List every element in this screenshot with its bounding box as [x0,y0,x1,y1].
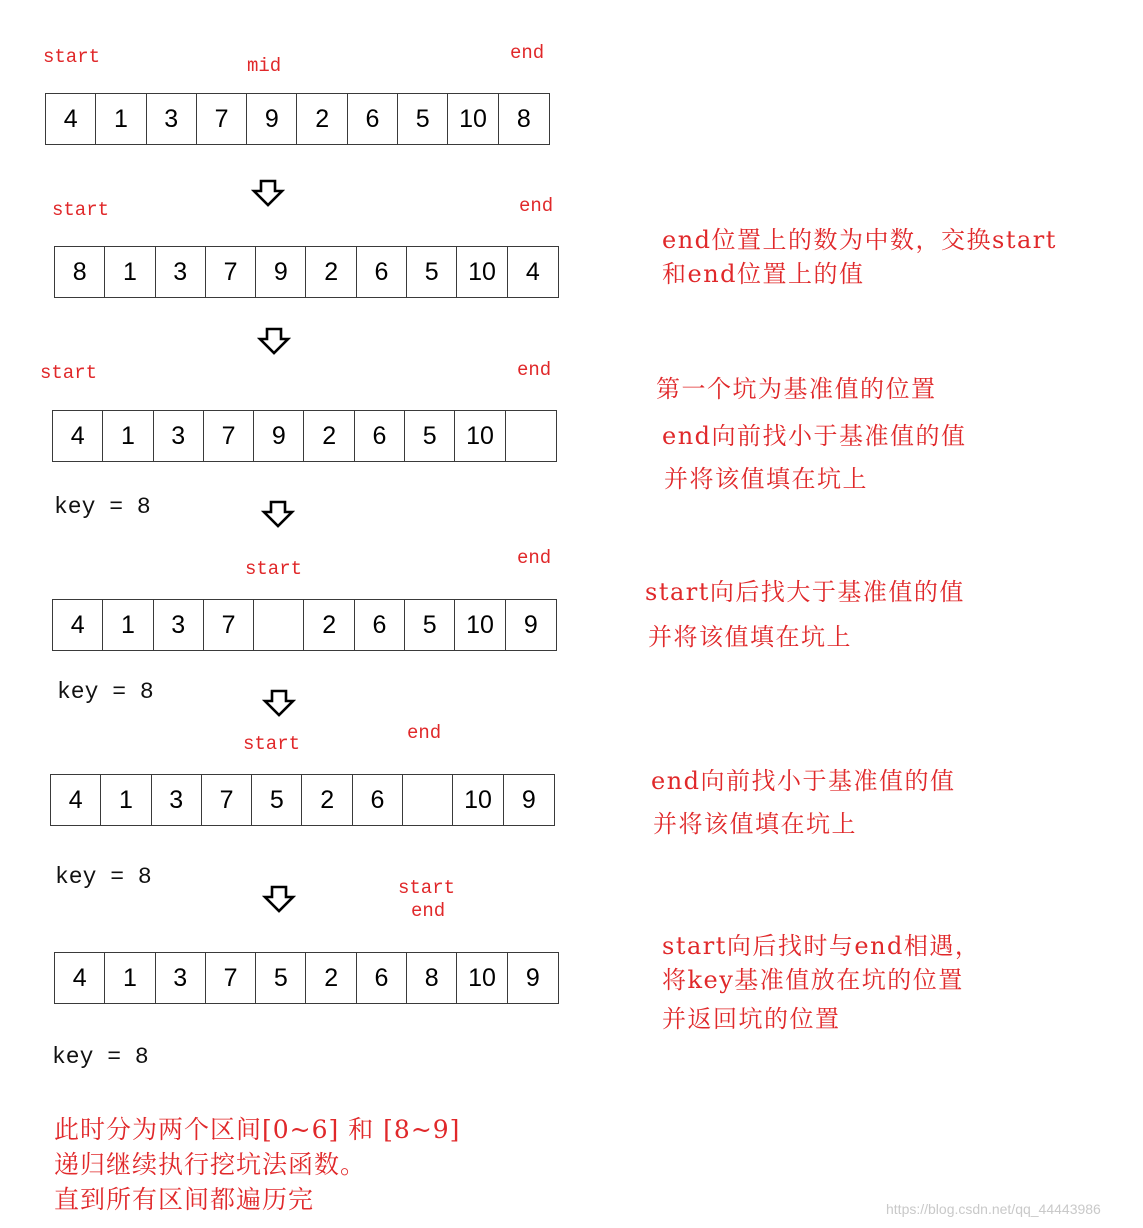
array-cell: 1 [103,411,153,461]
array-cell: 3 [147,94,197,144]
mid-pointer-label: mid [247,55,282,77]
array-cell: 5 [252,775,302,825]
step-note: 第一个坑为基准值的位置 [656,375,937,403]
end-pointer-label: end [407,722,442,744]
step-note: 并返回坑的位置 [662,1005,841,1033]
array-cell: 5 [405,600,455,650]
step-note: 并将该值填在坑上 [664,465,868,493]
array-row-5 [50,774,555,826]
down-arrow-icon [262,689,296,717]
array-cell: 9 [525,963,540,992]
end-pointer-label: end [517,359,552,381]
array-cell: 9 [254,411,304,461]
array-cell: 3 [154,600,204,650]
array-cell: 1 [103,600,153,650]
conclusion-line: 此时分为两个区间[0~6] 和 [8~9] [54,1115,461,1144]
array-cell: 6 [357,247,407,297]
array-cell: 10 [453,775,503,825]
array-cell: 7 [204,600,254,650]
array-cell: 9 [247,94,297,144]
array-cell: 2 [304,411,354,461]
array-cell: 2 [297,94,347,144]
array-row-1 [45,93,550,145]
start-pointer-label: start [40,362,98,384]
array-cell: 8 [407,953,457,1003]
start-pointer-label: start [243,733,301,755]
down-arrow-icon [261,500,295,528]
start-pointer-label: start [43,46,101,68]
array-cell: 10 [457,953,507,1003]
array-cell: 8 [55,247,105,297]
start-pointer-label: start [398,877,456,899]
array-cell: 5 [405,411,455,461]
empty-hole-cell [254,600,304,650]
array-cell: 10 [448,94,498,144]
array-cell: 2 [304,600,354,650]
array-cell: 3 [154,411,204,461]
array-cell: 9 [523,610,538,639]
array-cell: 1 [96,94,146,144]
array-cell: 3 [152,775,202,825]
array-cell: 10 [455,411,505,461]
array-cell: 2 [302,775,352,825]
array-cell: 7 [197,94,247,144]
key-value-line: key = 8 [54,494,151,520]
end-pointer-label: end [517,547,552,569]
array-cell: 9 [521,785,536,814]
array-cell: 6 [355,411,405,461]
array-cell: 9 [256,247,306,297]
array-cell: 5 [256,953,306,1003]
array-cell: 3 [156,953,206,1003]
start-pointer-label: start [52,199,110,221]
step-note: 并将该值填在坑上 [653,810,857,838]
array-row-4 [52,599,557,651]
array-cell: 2 [306,953,356,1003]
array-cell: 4 [53,600,103,650]
array-row-3 [52,410,557,462]
step-note: 将key基准值放在坑的位置 [662,966,964,994]
down-arrow-icon [262,885,296,913]
end-pointer-label: end [510,42,545,64]
array-cell: 6 [357,953,407,1003]
array-cell: 4 [46,94,96,144]
array-cell: 1 [105,247,155,297]
key-value-line: key = 8 [57,679,154,705]
down-arrow-icon [257,327,291,355]
array-cell: 7 [204,411,254,461]
empty-hole-cell [506,411,556,461]
array-cell: 6 [355,600,405,650]
array-cell: 4 [55,953,105,1003]
array-cell: 6 [353,775,403,825]
array-cell: 2 [306,247,356,297]
array-cell: 1 [101,775,151,825]
array-cell: 7 [202,775,252,825]
array-cell: 4 [525,257,540,286]
array-cell: 10 [457,247,507,297]
start-pointer-label: start [245,558,303,580]
key-value-line: key = 8 [55,864,152,890]
array-cell: 5 [407,247,457,297]
key-value-line: key = 8 [52,1044,149,1070]
array-cell: 7 [206,953,256,1003]
array-cell: 5 [398,94,448,144]
end-pointer-label: end [519,195,554,217]
end-pointer-label: end [411,900,446,922]
array-cell: 3 [156,247,206,297]
array-row-6 [54,952,559,1004]
down-arrow-icon [251,179,285,207]
empty-hole-cell [403,775,453,825]
array-cell: 8 [516,104,531,133]
conclusion-line: 直到所有区间都遍历完 [54,1185,315,1214]
step-note: start向后找大于基准值的值 [645,578,965,606]
array-cell: 6 [348,94,398,144]
step-note: end位置上的数为中数，交换start [662,226,1057,254]
array-cell: 1 [105,953,155,1003]
array-cell: 4 [53,411,103,461]
array-cell: 10 [455,600,505,650]
step-note: start向后找时与end相遇， [662,932,981,960]
array-row-2 [54,246,559,298]
step-note: end向前找小于基准值的值 [662,422,967,450]
conclusion-line: 递归继续执行挖坑法函数。 [54,1150,367,1179]
step-note: 并将该值填在坑上 [648,623,852,651]
step-note: 和end位置上的值 [662,260,865,288]
watermark-text: https://blog.csdn.net/qq_44443986 [886,1201,1101,1217]
step-note: end向前找小于基准值的值 [651,767,956,795]
array-cell: 4 [51,775,101,825]
array-cell: 7 [206,247,256,297]
